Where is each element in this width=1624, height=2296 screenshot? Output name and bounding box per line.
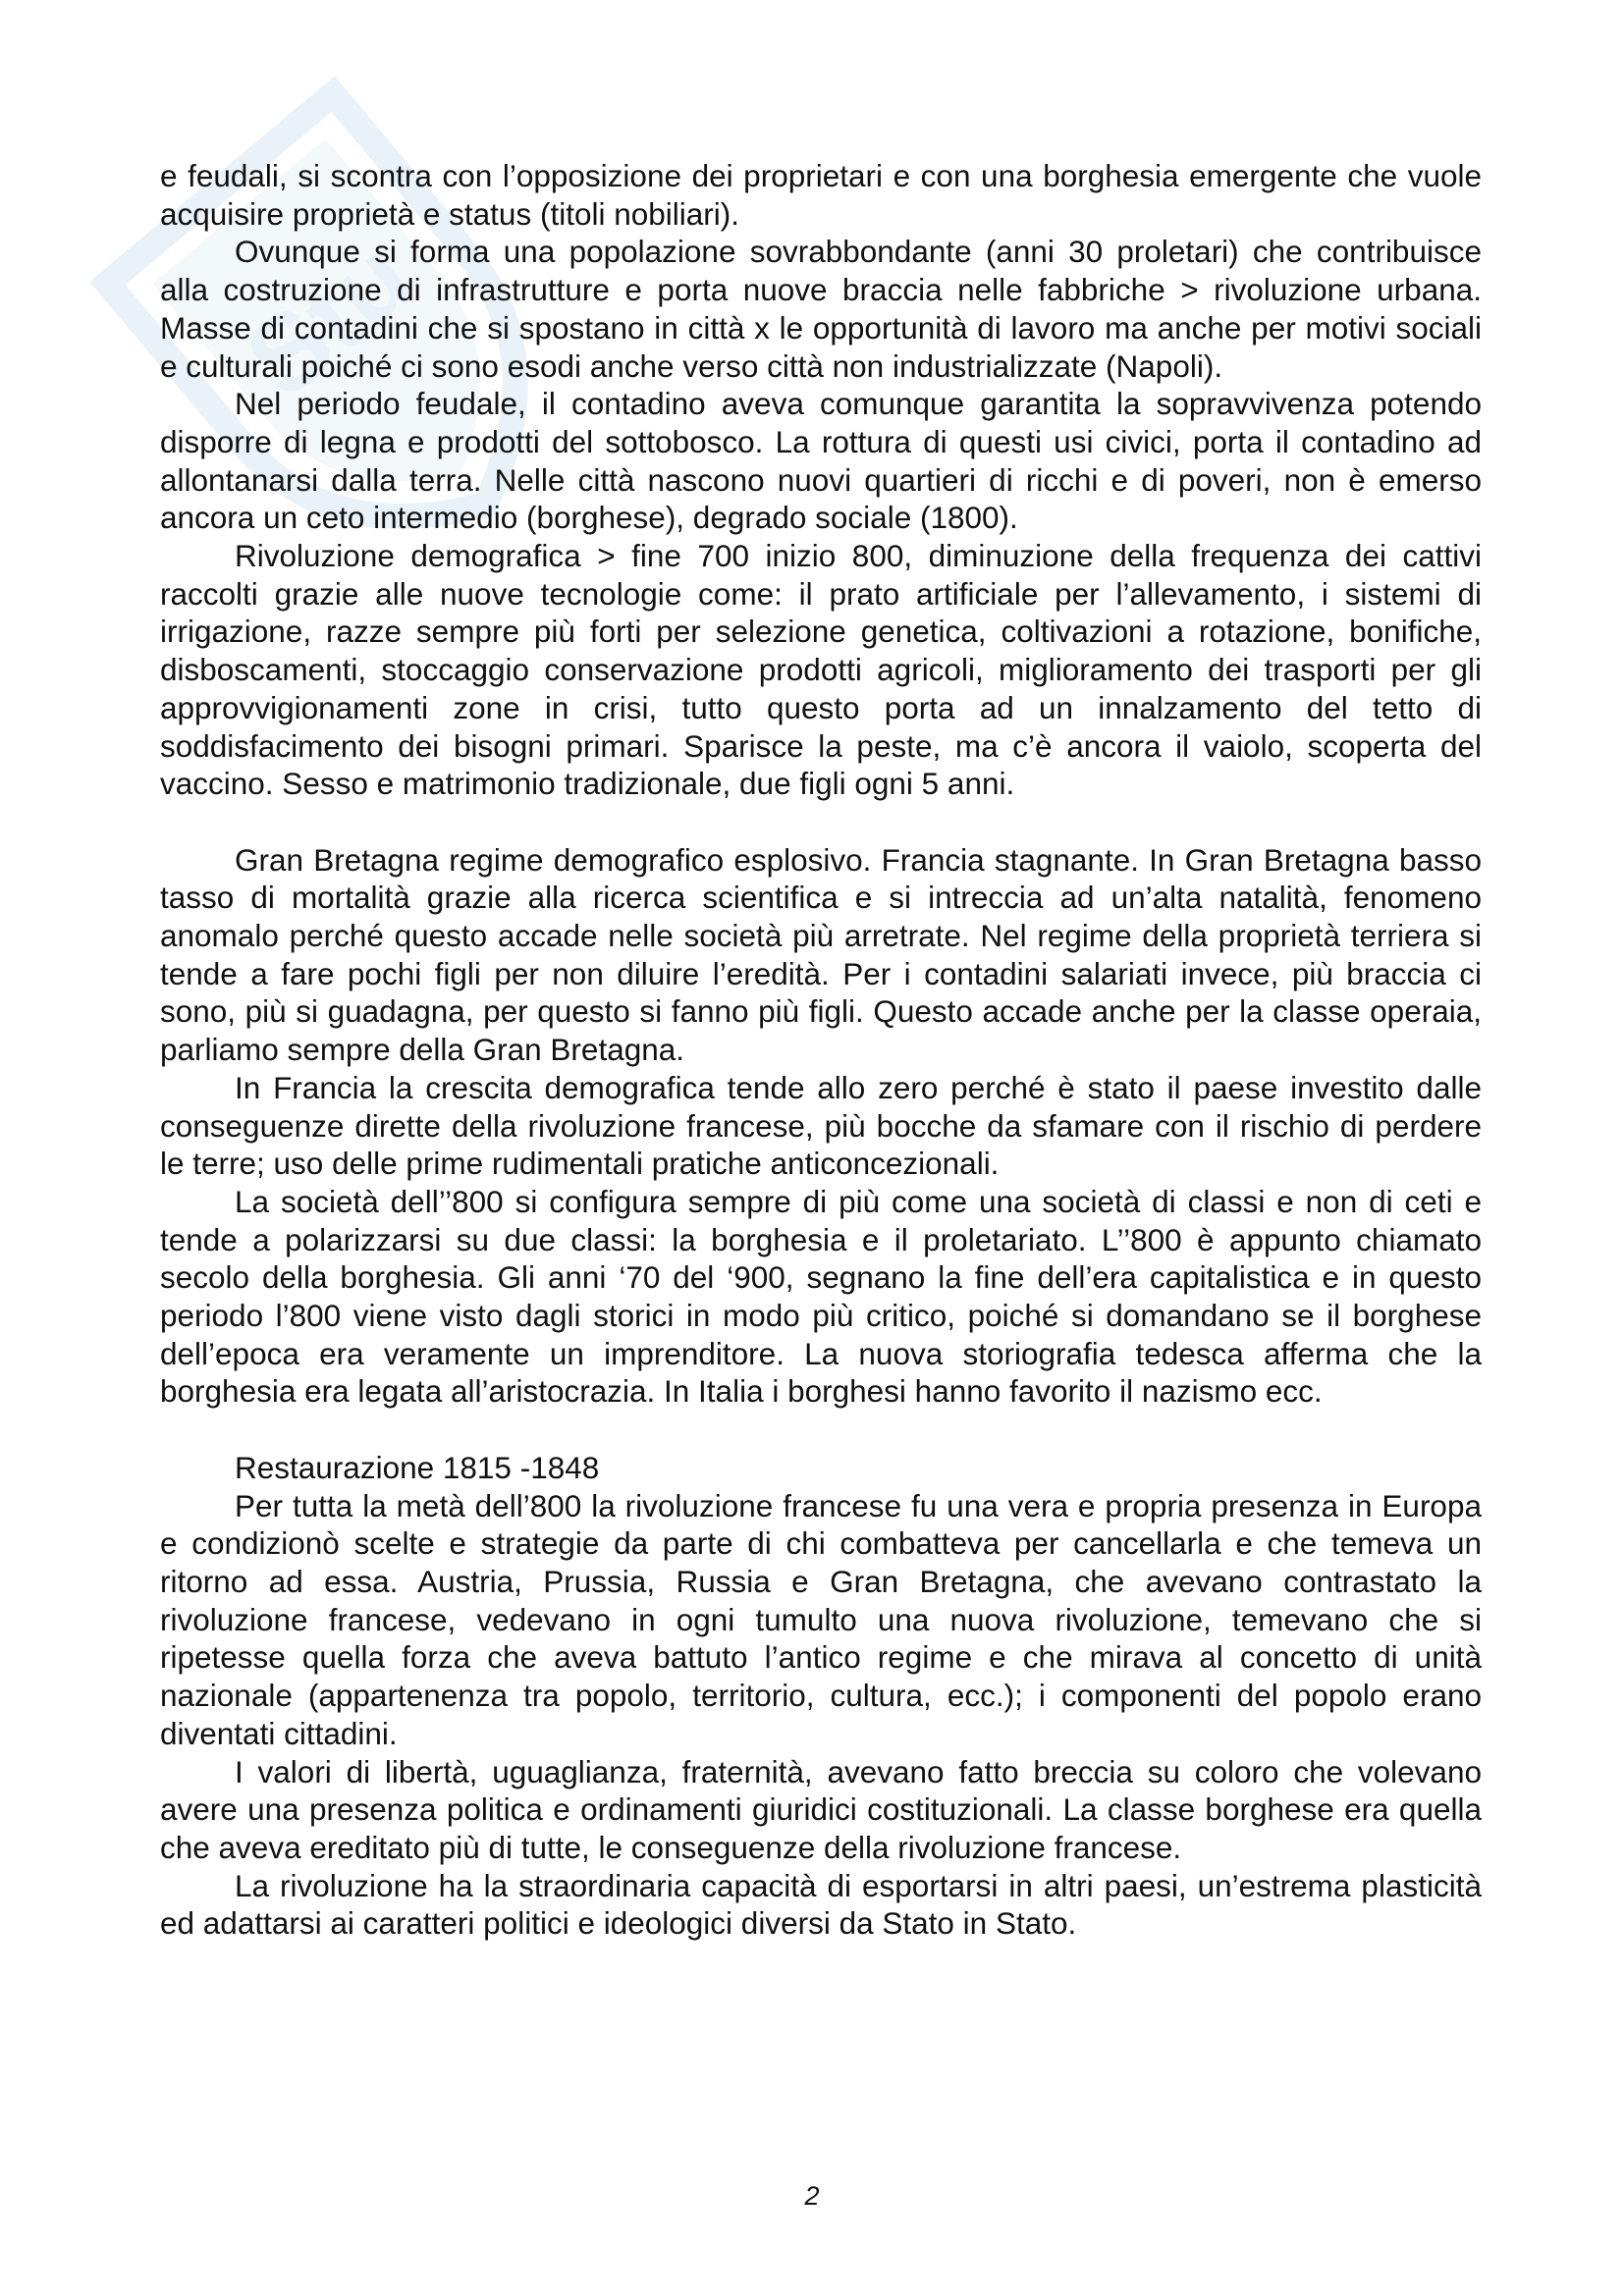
paragraph-9: I valori di libertà, uguaglianza, fraternità, avevano fatto breccia su coloro che volevano avere una presenza politica e ordinamenti giuridici costituzionali. La classe borghese era quella che aveva ereditato più di tutte, le conseguenze della rivoluzione francese. — [160, 1753, 1482, 1865]
page-number: 2 — [804, 2181, 820, 2211]
section-heading-restaurazione: Restaurazione 1815 -1848 — [235, 1449, 600, 1485]
paragraph-10: La rivoluzione ha la straordinaria capacità di esportarsi in altri paesi, un’estrema plasticità ed adattarsi ai caratteri politici e ideologici diversi da Stato in Stato. — [160, 1867, 1482, 1942]
paragraph-4: Rivoluzione demografica > fine 700 inizio 800, diminuzione della frequenza dei cattivi raccolti grazie alle nuove tecnologie come: il prato artificiale per l’allevamento, i sistemi di irrigazione, razze sempre più forti per selezione genetica, coltivazioni a rotazione, bonifiche, disboscamenti, stoccaggio conservazione prodotti agricoli, miglioramento dei trasporti per gli approvvigionamenti zone in crisi, tutto questo porta ad un innalzamento del tetto di soddisfacimento dei bisogni primari. Sparisce la peste, ma c’è ancora il vaiolo, scoperta del vaccino. Sesso e matrimonio tradizionale, due figli ogni 5 anni. — [160, 538, 1482, 802]
paragraph-2: Ovunque si forma una popolazione sovrabbondante (anni 30 proletari) che contribuisce alla costruzione di infrastrutture e porta nuove braccia nelle fabbriche > rivoluzione urbana. Masse di contadini che si spostano in città x le opportunità di lavoro ma anche per motivi sociali e culturali poiché ci sono esodi anche verso città non industrializzate (Napoli). — [160, 234, 1482, 384]
paragraph-8: Per tutta la metà dell’800 la rivoluzione francese fu una vera e propria presenza in Europa e condizionò scelte e strategie da parte di chi combatteva per cancellarla e che temeva un ritorno ad essa. Austria, Prussia, Russia e Gran Bretagna, che avevano contrastato la rivoluzione francese, vedevano in ogni tumulto una nuova rivoluzione, temevano che si ripetesse quella forza che aveva battuto l’antico regime e che mirava al concetto di unità nazionale (appartenenza tra popolo, territorio, cultura, ecc.); i componenti del popolo erano diventati cittadini. — [160, 1487, 1482, 1751]
paragraph-1: e feudali, si scontra con l’opposizione dei proprietari e con una borghesia emergente che vuole acquisire proprietà e status (titoli nobiliari). — [160, 158, 1482, 232]
paragraph-3: Nel periodo feudale, il contadino aveva comunque garantita la sopravvivenza potendo disporre di legna e prodotti del sottobosco. La rottura di questi usi civici, porta il contadino ad allontanarsi dalla terra. Nelle città nascono nuovi quartieri di ricchi e di poveri, non è emerso ancora un ceto intermedio (borghese), degrado sociale (1800). — [160, 386, 1482, 536]
svg-text:Stu: Stu — [223, 216, 435, 421]
page-content — [160, 157, 1482, 1943]
paragraph-7: La società dell’’800 si configura sempre di più come una società di classi e non di ceti e tende a polarizzarsi su due classi: la borghesia e il proletariato. L’’800 è appunto chiamato secolo della borghesia. Gli anni ‘70 del ‘900, segnano la fine dell’era capitalistica e in questo periodo l’800 viene visto dagli storici in modo più critico, poiché si domandano se il borghese dell’epoca era veramente un imprenditore. La nuova storiografia tedesca afferma che la borghesia era legata all’aristocrazia. In Italia i borghesi hanno favorito il nazismo ecc. — [160, 1183, 1482, 1410]
paragraph-6: In Francia la crescita demografica tende allo zero perché è stato il paese investito dalle conseguenze dirette della rivoluzione francese, più bocche da sfamare con il rischio di perdere le terre; uso delle prime rudimentali pratiche anticoncezionali. — [160, 1069, 1482, 1182]
paragraph-5: Gran Bretagna regime demografico esplosivo. Francia stagnante. In Gran Bretagna basso tasso di mortalità grazie alla ricerca scientifica e si intreccia ad un’alta natalità, fenomeno anomalo perché questo accade nelle società più arretrate. Nel regime della proprietà terriera si tende a fare pochi figli per non diluire l’eredità. Per i contadini salariati invece, più braccia ci sono, più si guadagna, per questo si fanno più figli. Questo accade anche per la classe operaia, parliamo sempre della Gran Bretagna. — [160, 841, 1482, 1068]
